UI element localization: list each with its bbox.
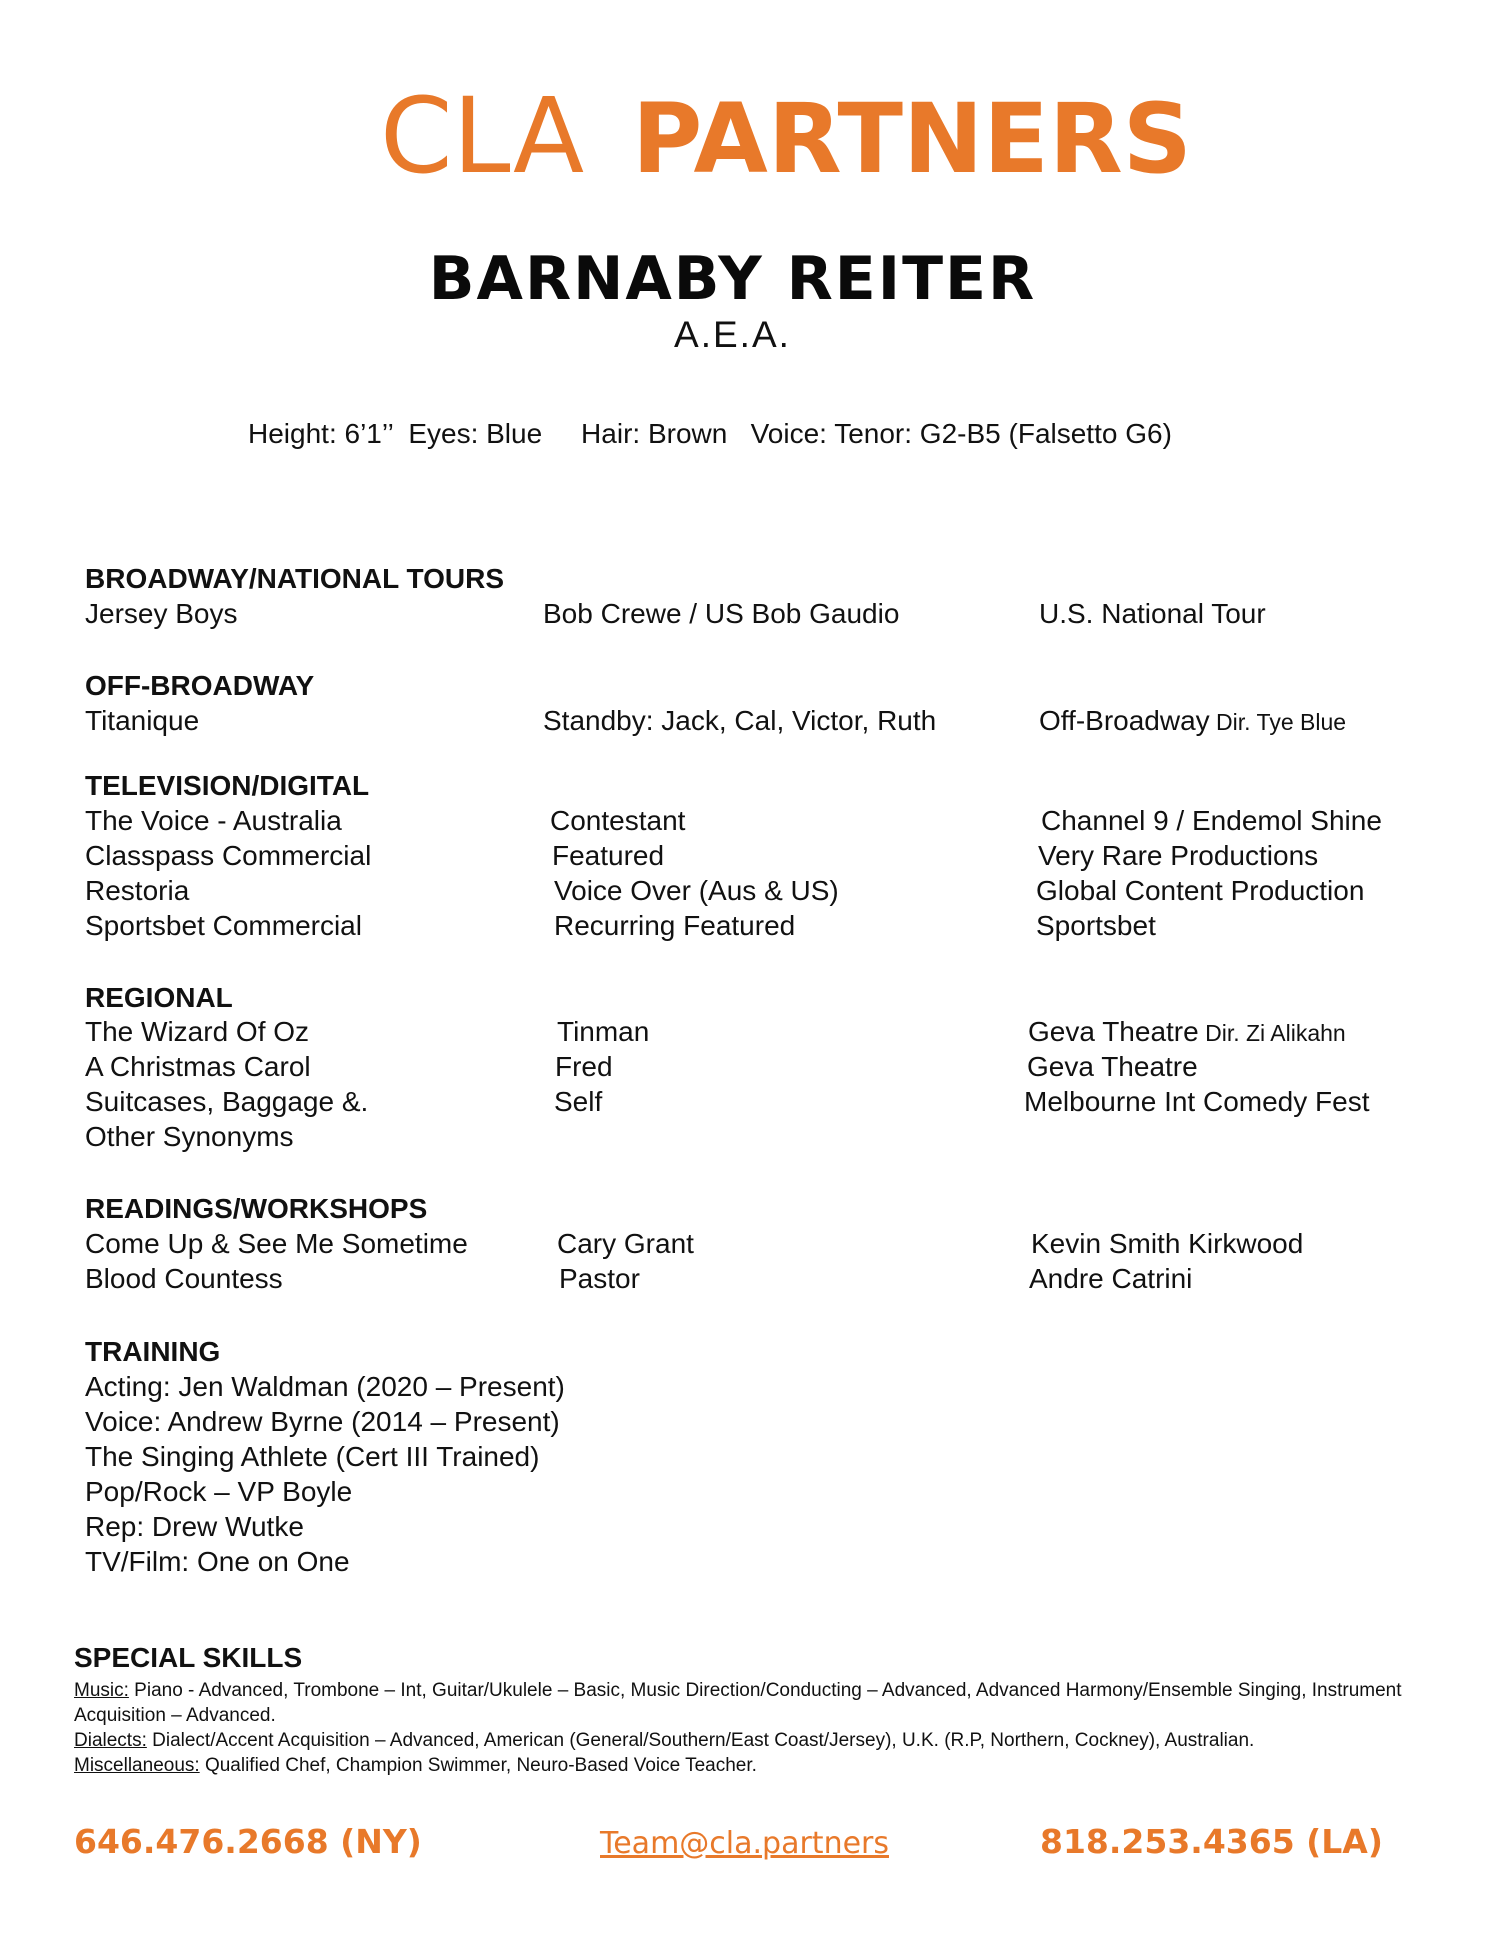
section-title-off-broadway: OFF-BROADWAY [85,670,315,701]
credit-role: Featured [552,840,665,871]
credit-title: Suitcases, Baggage &. [85,1086,369,1117]
training-item: Voice: Andrew Byrne (2014 – Present) [85,1406,560,1437]
credit-role: Tinman [557,1016,650,1047]
training-item: The Singing Athlete (Cert III Trained) [85,1441,540,1472]
union-affiliation: A.E.A. [674,314,791,355]
svg-text:CLA: CLA [380,75,585,197]
phone-ny[interactable]: 646.476.2668 (NY) [74,1822,422,1861]
credit-role: Fred [555,1051,613,1082]
credit-venue: U.S. National Tour [1039,598,1266,629]
credit-title: Come Up & See Me Sometime [85,1228,468,1259]
director-note: Dir. Zi Alikahn [1198,1020,1346,1046]
credit-title: Blood Countess [85,1263,283,1294]
training-item: TV/Film: One on One [85,1546,350,1577]
section-title-television: TELEVISION/DIGITAL [85,770,370,801]
section-title-special-skills: SPECIAL SKILLS [74,1642,303,1673]
training-item: Rep: Drew Wutke [85,1511,304,1542]
training-item: Pop/Rock – VP Boyle [85,1476,353,1507]
credit-role: Voice Over (Aus & US) [554,875,839,906]
credit-venue: Geva Theatre Dir. Zi Alikahn [1028,1016,1346,1047]
credit-venue: Very Rare Productions [1038,840,1319,871]
skill-label: Dialects: [74,1730,147,1751]
skill-music [74,1678,1404,1728]
skill-dialects [74,1728,1404,1753]
credit-title: Jersey Boys [85,598,238,629]
credit-title: A Christmas Carol [85,1051,311,1082]
section-title-broadway: BROADWAY/NATIONAL TOURS [85,563,504,594]
credit-role: Cary Grant [557,1228,694,1259]
section-title-regional: REGIONAL [85,982,233,1013]
section-title-readings: READINGS/WORKSHOPS [85,1193,428,1224]
credit-role: Bob Crewe / US Bob Gaudio [543,598,900,629]
skill-label: Music: [74,1680,129,1701]
credit-venue: Melbourne Int Comedy Fest [1024,1086,1370,1117]
training-item: Acting: Jen Waldman (2020 – Present) [85,1371,565,1402]
credit-venue: Off-Broadway Dir. Tye Blue [1039,705,1347,736]
section-title-training: TRAINING [85,1336,221,1367]
credit-venue: Global Content Production [1036,875,1365,906]
director-note: Dir. Tye Blue [1209,709,1347,735]
credit-title: Classpass Commercial [85,840,372,871]
credit-role: Contestant [550,805,686,836]
skill-label: Miscellaneous: [74,1755,200,1776]
credit-role: Pastor [559,1263,640,1294]
credit-venue: Sportsbet [1036,910,1156,941]
credit-role: Self [554,1086,603,1117]
email-link[interactable]: Team@cla.partners [600,1826,889,1861]
credit-venue: Channel 9 / Endemol Shine [1041,805,1382,836]
credit-title: Titanique [85,705,200,736]
physical-stats: Height: 6’1’’ Eyes: Blue Hair: Brown Voice: Tenor: G2-B5 (Falsetto G6) [248,418,1172,449]
svg-text:PARTNERS: PARTNERS [632,83,1192,195]
credit-title: The Voice - Australia [85,805,342,836]
credit-title: Other Synonyms [85,1121,294,1152]
credit-title: Sportsbet Commercial [85,910,362,941]
performer-name: BARNABY REITER [428,244,1037,314]
credit-title: Restoria [85,875,190,906]
cla-partners-logo [380,75,1192,200]
skill-text: Qualified Chef, Champion Swimmer, Neuro-Based Voice Teacher. [199,1755,757,1776]
skill-text: Piano - Advanced, Trombone – Int, Guitar/Ukulele – Basic, Music Direction/Conducting – Advanced, Advanced Harmony/Ensemble Singing, Instrument Acquisition – Advanced. [74,1680,1402,1726]
credit-venue: Kevin Smith Kirkwood [1031,1228,1304,1259]
phone-la[interactable]: 818.253.4365 (LA) [1040,1822,1383,1861]
skill-miscellaneous [74,1753,1404,1778]
credit-role: Recurring Featured [554,910,796,941]
credit-venue: Andre Catrini [1029,1263,1193,1294]
credit-venue: Geva Theatre [1027,1051,1198,1082]
credit-title: The Wizard Of Oz [85,1016,310,1047]
skill-text: Dialect/Accent Acquisition – Advanced, American (General/Southern/East Coast/Jersey), U.K. (R.P, Northern, Cockney), Australian. [146,1730,1255,1751]
credit-role: Standby: Jack, Cal, Victor, Ruth [543,705,937,736]
